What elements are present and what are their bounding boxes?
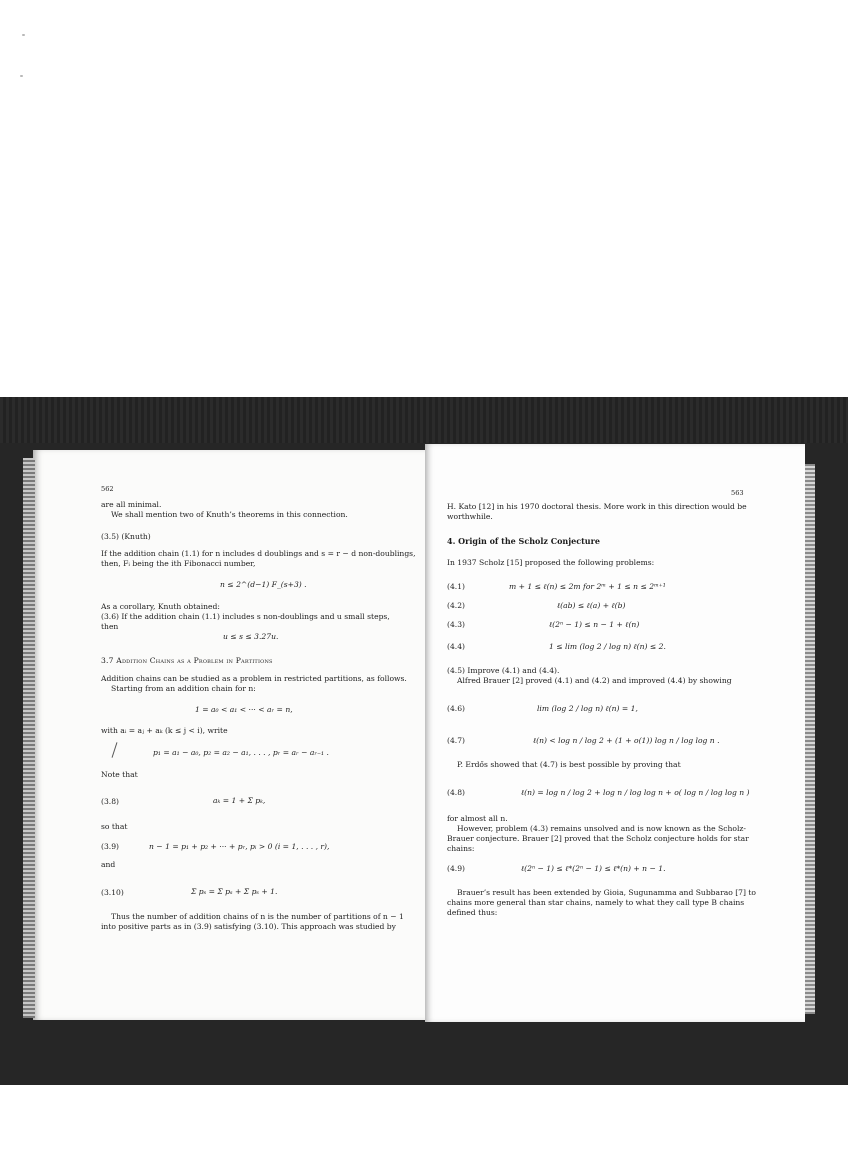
equation-4-2: ℓ(ab) ≤ ℓ(a) + ℓ(b) (557, 601, 626, 610)
text-line: then, Fᵢ being the ith Fibonacci number, (101, 559, 256, 568)
equation-4-6: lim (log 2 / log n) ℓ(n) = 1, (537, 704, 638, 713)
text-line: H. Kato [12] in his 1970 doctoral thesis. More work in this direction would be (447, 502, 747, 511)
text-line: so that (101, 822, 128, 831)
text-line: into positive parts as in (3.9) satisfying (3.10). This approach was studied by (101, 922, 396, 931)
text-line: with aᵢ = aⱼ + aₖ (k ≤ j < i), write (101, 726, 228, 735)
text-line: chains more general than star chains, namely to what they call type B chains (447, 898, 745, 907)
pencil-mark (112, 742, 118, 758)
text-line: We shall mention two of Knuth’s theorems in this connection. (111, 510, 348, 519)
equation-4-1: m + 1 ≤ ℓ(n) ≤ 2m for 2ᵐ + 1 ≤ n ≤ 2ᵐ⁺¹ (509, 582, 666, 591)
text-line: (4.5) Improve (4.1) and (4.4). (447, 666, 560, 675)
equation-3-5: n ≤ 2^(d−1) F_(s+3) . (220, 580, 307, 589)
equation-label: (4.8) (447, 788, 466, 797)
right-page (425, 444, 805, 1022)
equation-label: (3.8) (101, 797, 120, 806)
text-line: then (101, 622, 119, 631)
equation-label: (3.10) (101, 888, 124, 897)
equation-label: (4.7) (447, 736, 466, 745)
scan-speck (20, 75, 23, 77)
equation-4-9: ℓ(2ⁿ − 1) ≤ ℓ*(2ⁿ − 1) ≤ ℓ*(n) + n − 1. (521, 864, 666, 873)
theorem-heading: (3.5) (Knuth) (101, 532, 151, 541)
page-number: 563 (731, 489, 744, 497)
equation-parts: p₁ = a₁ − a₀, p₂ = a₂ − a₁, . . . , pᵣ = aᵣ − aᵣ₋₁ . (153, 748, 329, 757)
text-line: are all minimal. (101, 500, 162, 509)
text-line: Thus the number of addition chains of n is the number of partitions of n − 1 (111, 912, 404, 921)
section-heading: 4. Origin of the Scholz Conjecture (447, 536, 600, 546)
text-line: defined thus: (447, 908, 498, 917)
text-line: In 1937 Scholz [15] proposed the following problems: (447, 558, 655, 567)
equation-label: (3.9) (101, 842, 120, 851)
equation-label: (4.6) (447, 704, 466, 713)
bottom-margin (0, 1085, 848, 1170)
text-line: worthwhile. (447, 512, 493, 521)
text-line: and (101, 860, 116, 869)
text-line: for almost all n. (447, 814, 508, 823)
equation-3-6: u ≤ s ≤ 3.27u. (223, 632, 279, 641)
text-line: Starting from an addition chain for n: (111, 684, 256, 693)
text-line: P. Erdős showed that (4.7) is best possible by proving that (457, 760, 681, 769)
text-line: However, problem (4.3) remains unsolved and is now known as the Scholz- (457, 824, 746, 833)
equation-4-3: ℓ(2ⁿ − 1) ≤ n − 1 + ℓ(n) (549, 620, 640, 629)
equation-label: (4.9) (447, 864, 466, 873)
equation-label: (4.1) (447, 582, 466, 591)
equation-label: (4.3) (447, 620, 466, 629)
equation-3-10: Σ pₛ = Σ pₛ + Σ pₛ + 1. (191, 887, 278, 896)
text-line: Note that (101, 770, 138, 779)
text-line: Alfred Brauer [2] proved (4.1) and (4.2) and improved (4.4) by showing (457, 676, 732, 685)
equation-4-4: 1 ≤ lim (log 2 / log n) ℓ(n) ≤ 2. (549, 642, 666, 651)
section-heading: 3.7 Addition Chains as a Problem in Partitions (101, 656, 273, 665)
equation-4-7: ℓ(n) < log n / log 2 + (1 + o(1)) log n / log log n . (533, 736, 720, 745)
equation-3-9: n − 1 = p₁ + p₂ + ··· + pᵣ, pᵢ > 0 (i = 1, . . . , r), (149, 842, 330, 851)
page-number: 562 (101, 485, 114, 493)
text-line: Brauer’s result has been extended by Gioia, Sugunamma and Subbarao [7] to (457, 888, 757, 897)
equation-label: (4.4) (447, 642, 466, 651)
equation-chain: 1 = a₀ < a₁ < ··· < aᵣ = n, (195, 705, 293, 714)
equation-label: (4.2) (447, 601, 466, 610)
scan-speck (22, 34, 25, 36)
text-line: Addition chains can be studied as a problem in restricted partitions, as follows. (101, 674, 407, 683)
equation-3-8: aₖ = 1 + Σ pₖ, (213, 796, 266, 805)
text-line: As a corollary, Knuth obtained: (101, 602, 220, 611)
text-line: chains: (447, 844, 475, 853)
equation-4-8: ℓ(n) = log n / log 2 + log n / log log n + o( log n / log log n ) (521, 788, 750, 797)
text-line: Brauer conjecture. Brauer [2] proved that the Scholz conjecture holds for star (447, 834, 749, 843)
left-page (33, 450, 425, 1020)
text-line: If the addition chain (1.1) for n includes d doublings and s = r − d non-doublings, (101, 549, 416, 558)
text-line: (3.6) If the addition chain (1.1) includes s non-doublings and u small steps, (101, 612, 390, 621)
